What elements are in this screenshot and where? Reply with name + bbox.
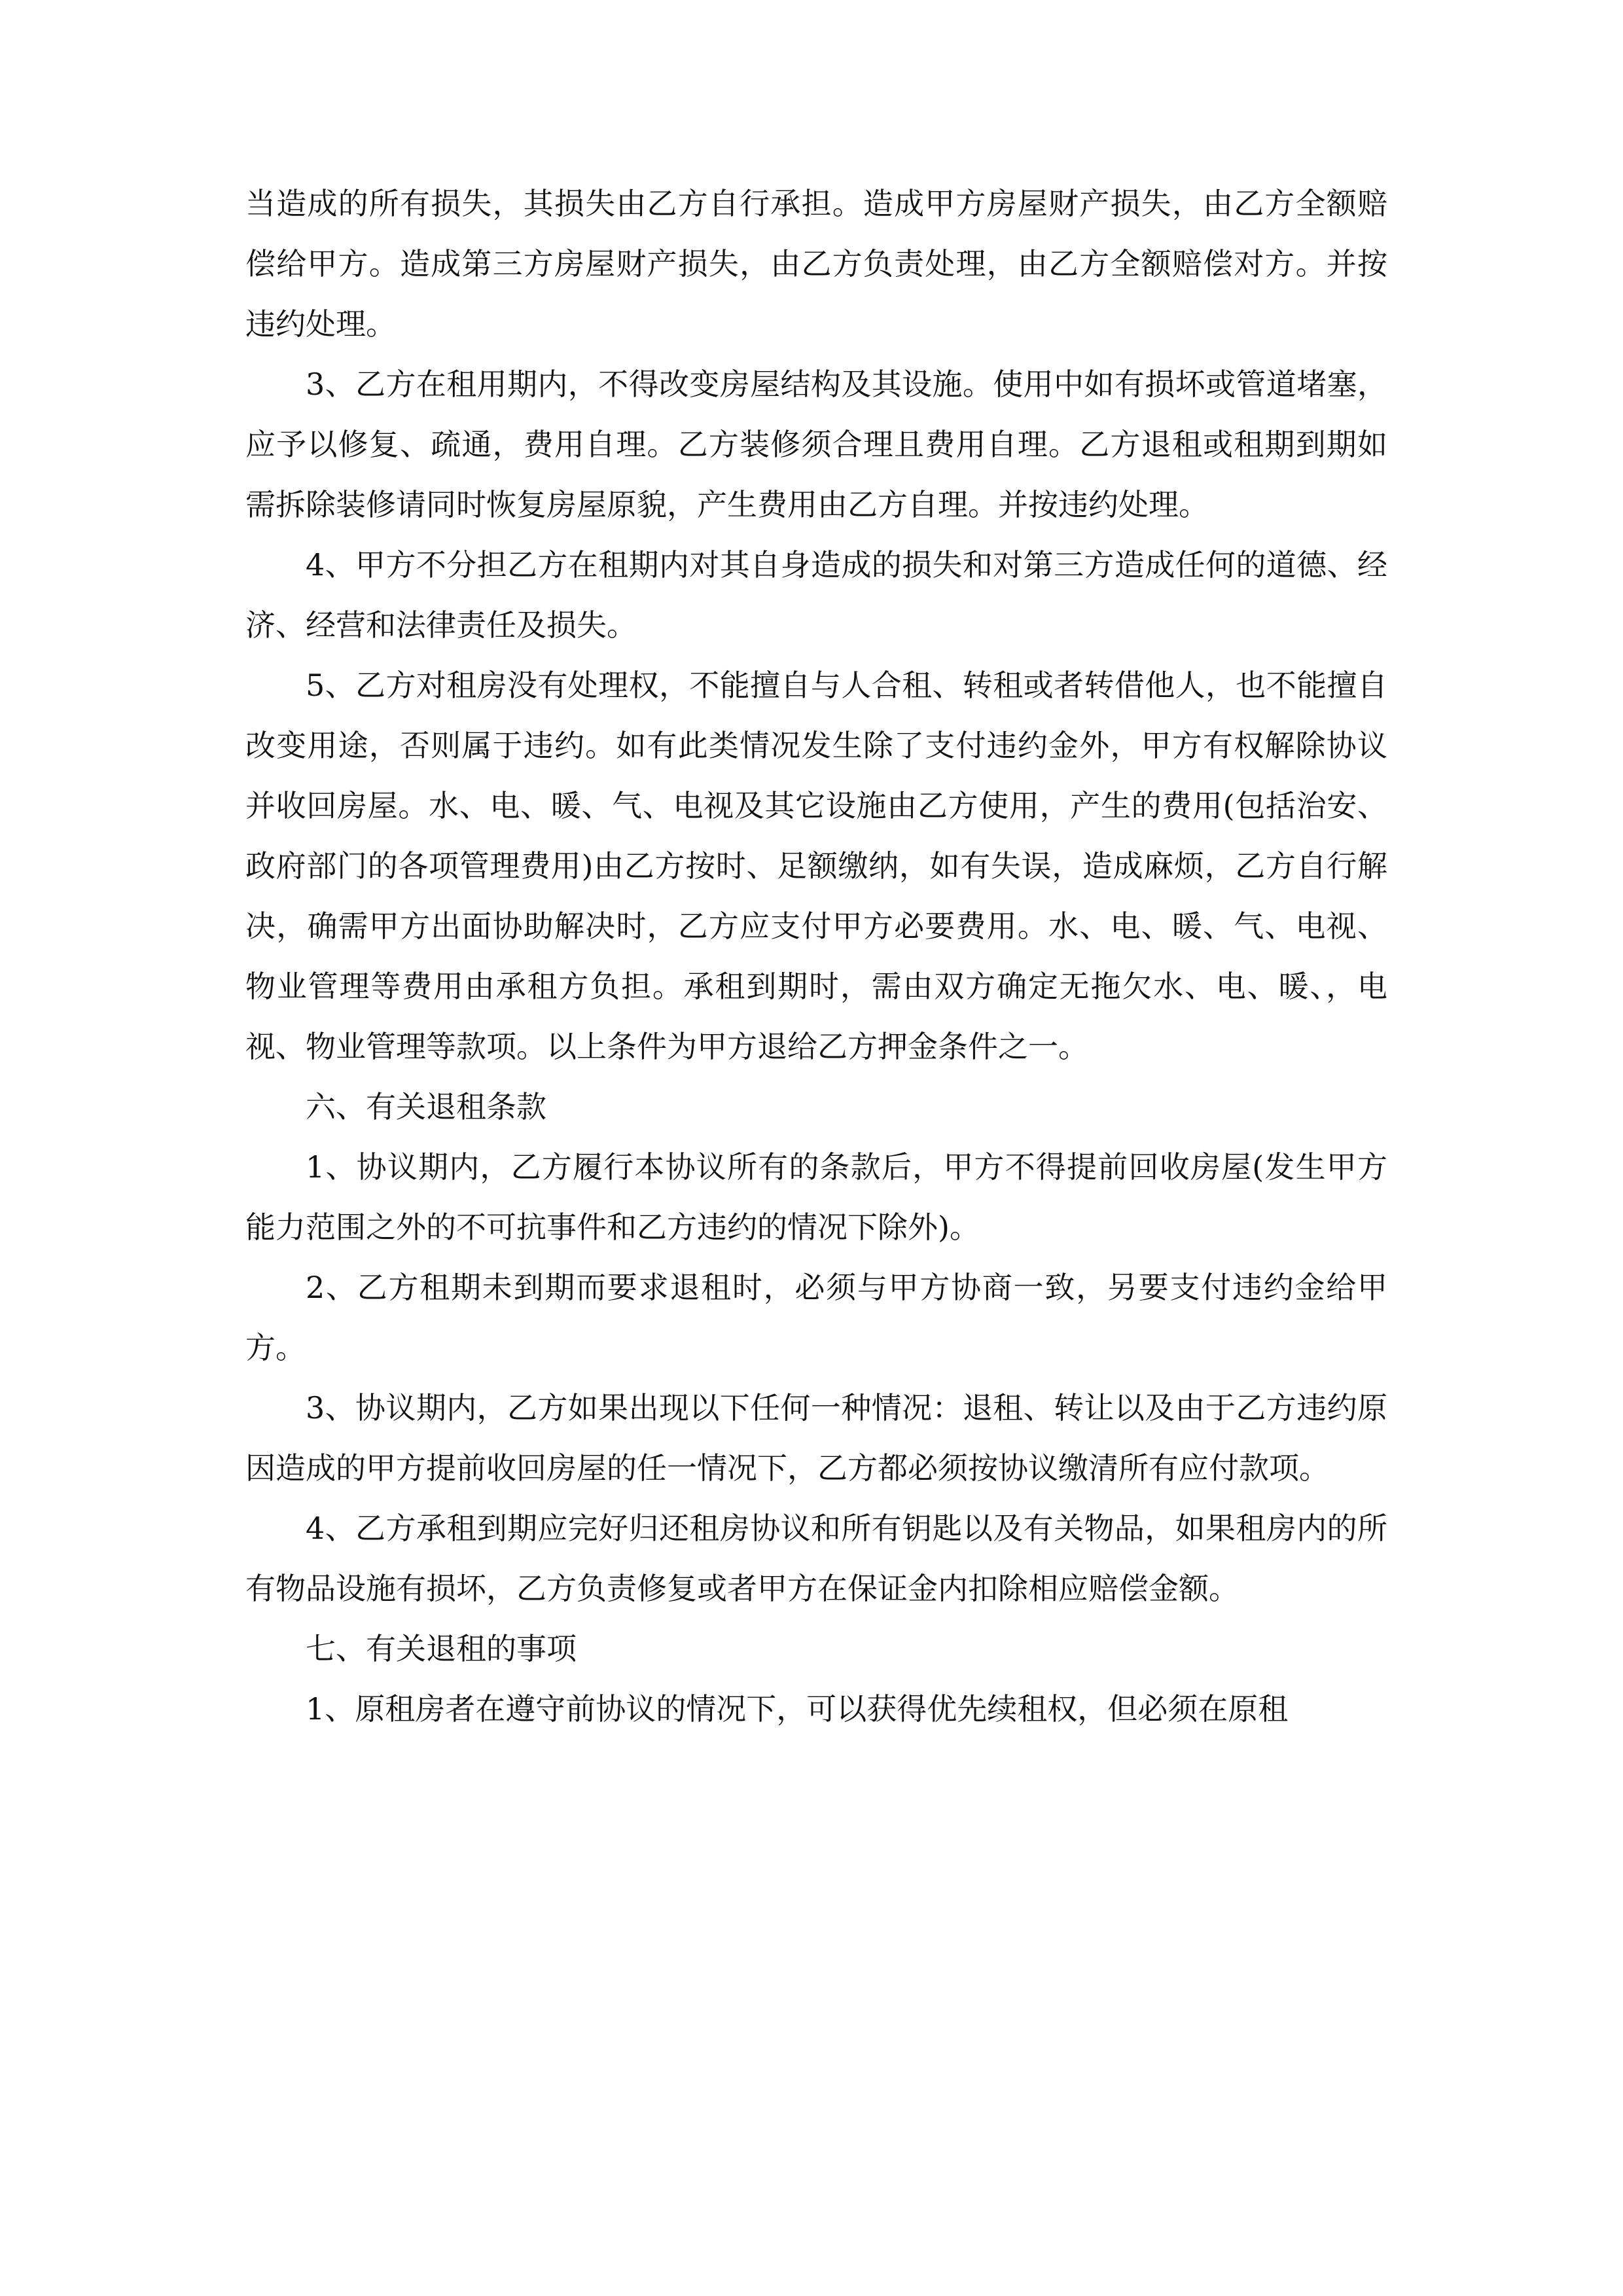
paragraph-6-3: 3、协议期内，乙方如果出现以下任何一种情况：退租、转让以及由于乙方违约原因造成的甲方提前收回房屋的任一情况下，乙方都必须按协议缴清所有应付款项。 xyxy=(245,1390,1387,1486)
paragraph-clause-5-sublease: 5、乙方对租房没有处理权，不能擅自与人合租、转租或者转借他人，也不能擅自改变用途，否则属于违约。如有此类情况发生除了支付违约金外，甲方有权解除协议并收回房屋。水、电、暖、气、电视及其它设施由乙方使用，产生的费用(包括治安、政府部门的各项管理费用)由乙方按时、足额缴纳，如有失误，造成麻烦，乙方自行解决，确需甲方出面协助解决时，乙方应支付甲方必要费用。水、电、暖、气、电视、物业管理等费用由承租方负担。承租到期时，需由双方确定无拖欠水、电、暖、，电视、物业管理等款项。以上条件为甲方退给乙方押金条件之一。 xyxy=(245,668,1387,1064)
paragraph-6-1: 1、协议期内，乙方履行本协议所有的条款后，甲方不得提前回收房屋(发生甲方能力范围之外的不可抗事件和乙方违约的情况下除外)。 xyxy=(245,1149,1387,1245)
paragraph-clause-3-structure: 3、乙方在租用期内，不得改变房屋结构及其设施。使用中如有损坏或管道堵塞，应予以修复、疏通，费用自理。乙方装修须合理且费用自理。乙方退租或租期到期如需拆除装修请同时恢复房屋原貌，产生费用由乙方自理。并按违约处理。 xyxy=(245,367,1387,522)
section-heading-7: 七、有关退租的事项 xyxy=(306,1631,577,1666)
document-body xyxy=(245,173,1387,1739)
paragraph-clause-4-liability: 4、甲方不分担乙方在租期内对其自身造成的损失和对第三方造成任何的道德、经济、经营和法律责任及损失。 xyxy=(245,547,1387,643)
paragraph-6-4: 4、乙方承租到期应完好归还租房协议和所有钥匙以及有关物品，如果租房内的所有物品设施有损坏，乙方负责修复或者甲方在保证金内扣除相应赔偿金额。 xyxy=(245,1511,1387,1606)
paragraph-6-2: 2、乙方租期未到期而要求退租时，必须与甲方协商一致，另要支付违约金给甲方。 xyxy=(245,1270,1387,1365)
paragraph-7-1: 1、原租房者在遵守前协议的情况下，可以获得优先续租权，但必须在原租 xyxy=(306,1691,1289,1727)
section-heading-6: 六、有关退租条款 xyxy=(306,1089,546,1124)
paragraph-loss-liability: 当造成的所有损失，其损失由乙方自行承担。造成甲方房屋财产损失，由乙方全额赔偿给甲方。造成第三方房屋财产损失，由乙方负责处理，由乙方全额赔偿对方。并按违约处理。 xyxy=(245,186,1387,342)
